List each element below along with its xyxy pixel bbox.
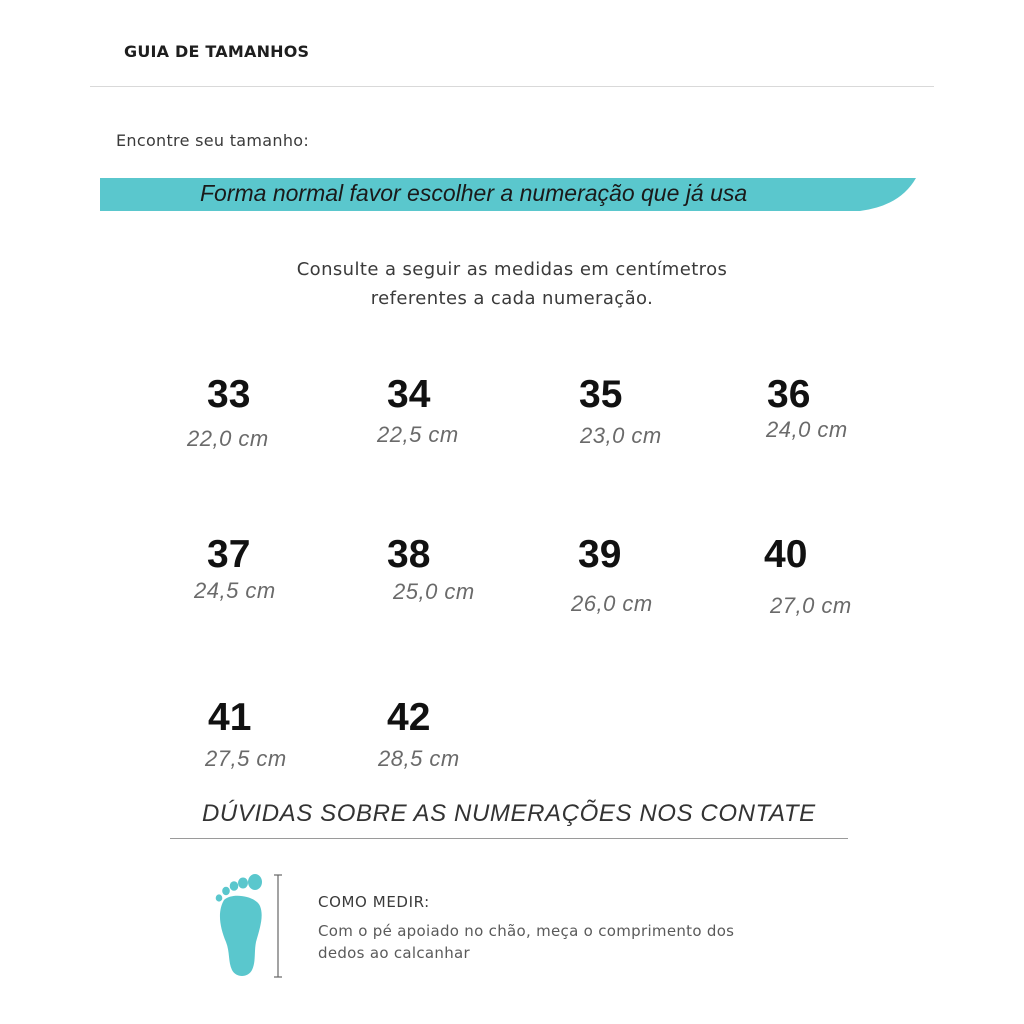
size-measure: 23,0 cm [580, 423, 662, 448]
size-number: 33 [207, 373, 251, 416]
measure-instructions [318, 920, 798, 964]
size-measure: 25,0 cm [393, 579, 475, 604]
contact-note: DÚVIDAS SOBRE AS NUMERAÇÕES NOS CONTATE [202, 800, 816, 827]
consult-line-1: Consulte a seguir as medidas em centímetros [296, 259, 728, 280]
size-measure: 28,5 cm [378, 746, 460, 771]
size-measure: 26,0 cm [571, 591, 653, 616]
size-number: 40 [764, 533, 808, 576]
info-banner [100, 178, 916, 211]
size-number: 36 [767, 373, 811, 416]
size-measure: 24,0 cm [766, 417, 848, 442]
consult-line-2: referentes a cada numeração. [370, 288, 654, 309]
banner-text: Forma normal favor escolher a numeração que já usa [200, 180, 748, 206]
measure-title: COMO MEDIR: [318, 893, 430, 911]
measure-line-2: dedos ao calcanhar [318, 944, 470, 962]
size-number: 35 [579, 373, 623, 416]
size-number: 38 [387, 533, 431, 576]
size-number: 34 [387, 373, 431, 416]
size-number: 37 [207, 533, 251, 576]
size-number: 39 [578, 533, 622, 576]
size-measure: 22,0 cm [187, 426, 269, 451]
footprint-icon [210, 872, 270, 980]
consult-text [212, 255, 812, 313]
size-measure: 27,5 cm [205, 746, 287, 771]
size-measure: 22,5 cm [377, 422, 459, 447]
header-divider [90, 86, 934, 87]
footer-divider [170, 838, 848, 839]
size-measure: 24,5 cm [194, 578, 276, 603]
page-title: GUIA DE TAMANHOS [124, 42, 310, 61]
measure-line-1: Com o pé apoiado no chão, meça o comprimento dos [318, 922, 735, 940]
size-number: 42 [387, 696, 431, 739]
size-measure: 27,0 cm [770, 593, 852, 618]
intro-text: Encontre seu tamanho: [116, 131, 310, 150]
size-number: 41 [208, 696, 252, 739]
measure-line-icon [272, 874, 284, 978]
